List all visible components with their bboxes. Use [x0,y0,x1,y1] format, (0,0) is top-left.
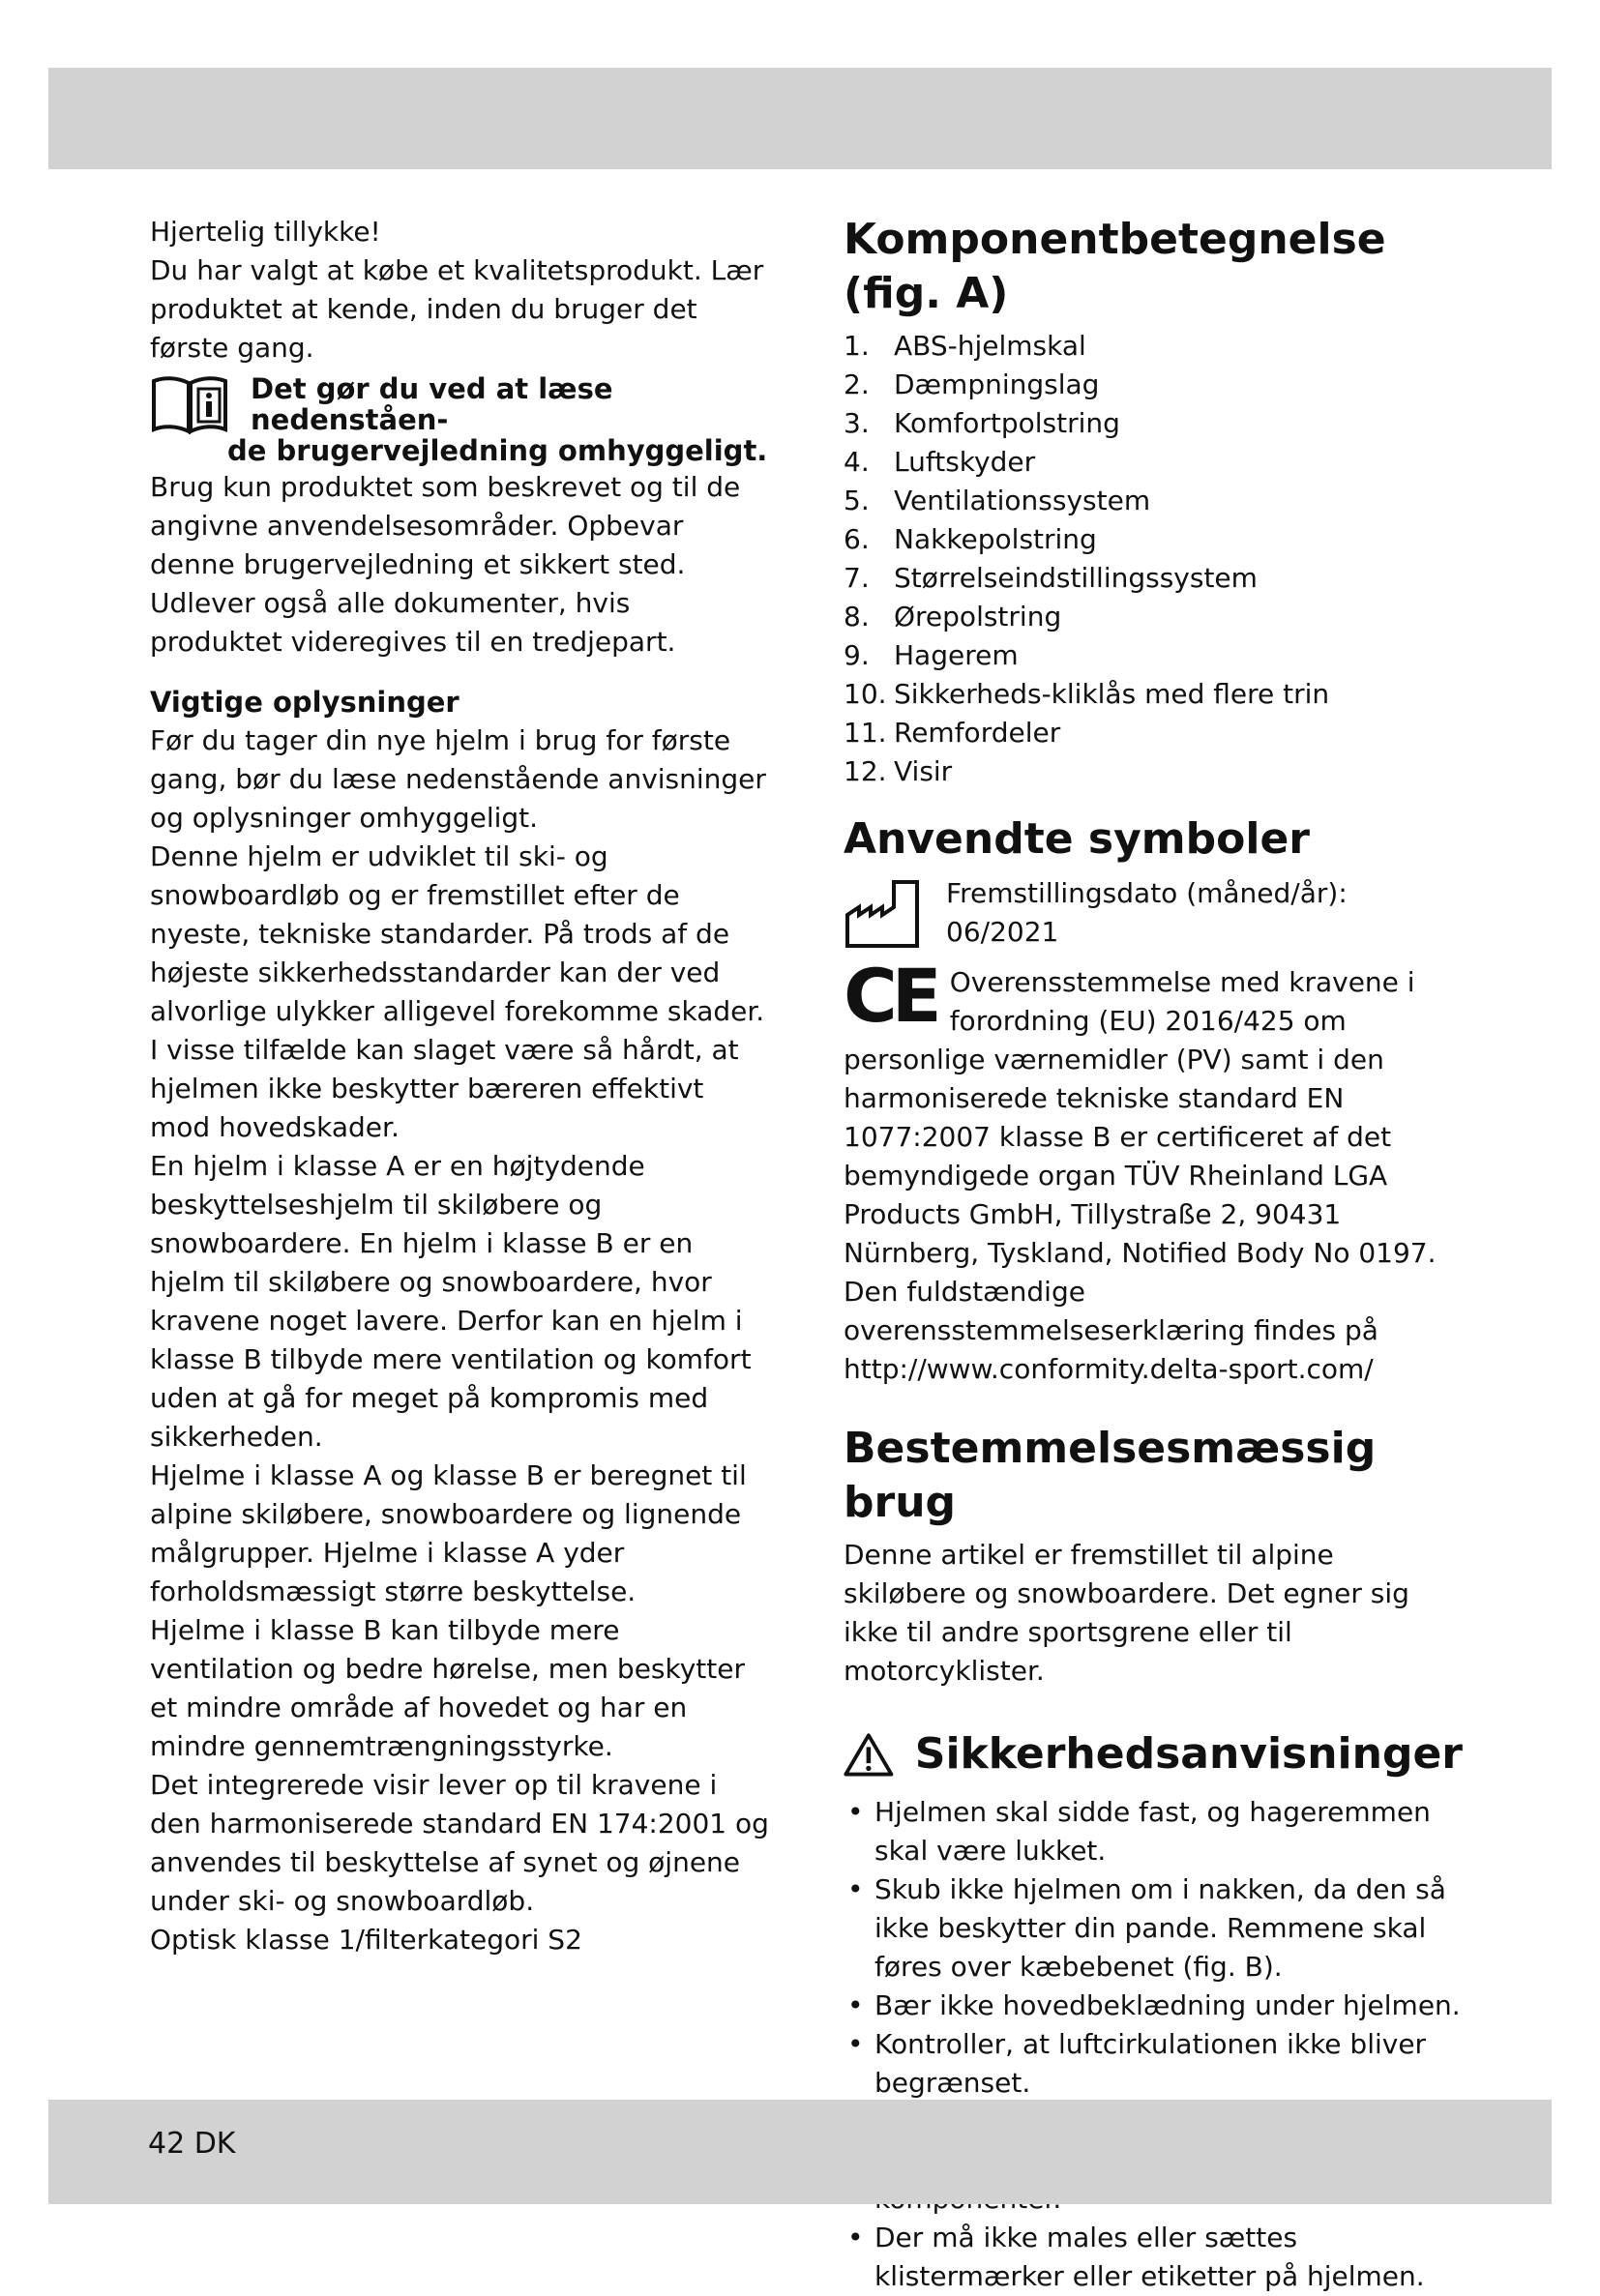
item-number: 3. [844,407,870,439]
list-item [844,1987,1463,2025]
read-manual-notice [150,373,769,466]
item-label: Nakkepolstring [894,523,1097,555]
item-number: 2. [844,368,870,400]
list-item [844,714,1463,752]
important-title: Vigtige oplysninger [150,686,459,719]
greeting: Hjertelig tillykke! [150,216,381,248]
left-column [150,213,769,1959]
list-item [844,520,1463,559]
list-item [844,1870,1463,1987]
item-label: Remfordeler [894,717,1061,749]
manufacture-date-icon [844,878,921,948]
notice-line-2: de brugervejledning omhyggeligt. [227,434,768,467]
list-item [844,404,1463,443]
item-number: 8. [844,601,870,633]
notice-line-1: Det gør du ved at læse nedenståen- [251,372,613,436]
footer-band [48,2100,1552,2204]
list-item [844,752,1463,791]
safety-heading [844,1725,1463,1783]
manufacture-date: 06/2021 [946,916,1059,948]
manufacture-date-symbol [844,874,1463,952]
important-paragraph: Denne hjelm er udviklet til ski- og snowboardløb og er fremstillet efter de nyeste, tekniske standarder. På trods af de højeste sikkerhedsstandarder kan der ved alvorlige ulykker alligevel forekomme skader. I visse tilfælde kan slaget være så hårdt, at hjelmen ikke beskytter bæreren effektivt mod hovedskader. [150,840,765,1143]
bullet-icon: • [847,1796,864,1828]
bullet-icon: • [847,1873,864,1905]
safety-item-text: Der må ikke males eller sættes klistermærker eller etiketter på hjelmen. [874,2222,1425,2292]
important-paragraph: Optisk klasse 1/filterkategori S2 [150,1924,582,1956]
item-number: 11. [844,717,887,749]
safety-item-text: Kontroller, at luftcirkulationen ikke bliver begrænset. [874,2028,1427,2099]
item-number: 1. [844,330,870,362]
important-paragraph: En hjelm i klasse A er en højtydende beskyttelseshjelm til skiløbere og snowboardere. En hjelm i klasse B er en hjelm til skiløbere og snowboardere, hvor kravene noget lavere. Derfor kan en hjelm i klasse B tilbyde mere ventilation og komfort uden at gå for meget på kompromis med sikkerheden. [150,1150,752,1453]
safety-title: Sikkerhedsanvisninger [914,1729,1463,1779]
item-label: Sikkerheds-kliklås med flere trin [894,678,1330,710]
list-item [844,327,1463,366]
item-label: Visir [894,755,953,787]
item-label: ABS-hjelmskal [894,330,1086,362]
item-label: Størrelseindstillingssystem [894,562,1258,594]
safety-item-text: Bær ikke hovedbeklædning under hjelmen. [874,1989,1461,2021]
important-paragraph: Hjelme i klasse A og klasse B er beregnet til alpine skiløbere, snowboardere og lignende målgrupper. Hjelme i klasse A yder forholdsmæssigt større beskyttelse. [150,1459,747,1607]
item-number: 10. [844,678,887,710]
intended-use-text: Denne artikel er fremstillet til alpine skiløbere og snowboardere. Det egner sig ikke til andre sportsgrene eller til motorcyklister. [844,1539,1409,1687]
item-label: Dæmpningslag [894,368,1100,400]
item-label: Ørepolstring [894,601,1062,633]
list-item [844,482,1463,520]
item-label: Komfortpolstring [894,407,1120,439]
item-label: Ventilationssystem [894,485,1151,516]
important-paragraph: Det integrerede visir lever op til kravene i den harmoniserede standard EN 174:2001 og anvendes til beskyttelse af synet og øjnene under ski- og snowboardløb. [150,1769,769,1917]
list-item [844,675,1463,714]
list-item [844,598,1463,636]
item-number: 4. [844,446,870,478]
item-number: 5. [844,485,870,516]
ce-text: Overensstemmelse med kravene i forordning (EU) 2016/425 om personlige værnemidler (PV) samt i den harmoniserede tekniske standard EN 1077:2007 klasse B er certificeret af det bemyndigede organ TÜV Rheinland LGA Products GmbH, Tillystraße 2, 90431 Nürnberg, Tyskland, Notified Body No 0197. Den fuldstændige overensstemmelseserklæring findes på http://www.conformity.delta-sport.com/ [844,966,1437,1385]
list-item [844,366,1463,404]
ce-mark-icon: CE [844,953,936,1039]
manufacture-label: Fremstillingsdato (måned/år): [946,877,1348,909]
safety-list [844,1793,1463,2296]
list-item [844,1793,1463,1870]
read-manual-icon [150,375,229,435]
item-label: Luftskyder [894,446,1036,478]
bullet-icon: • [847,2028,864,2060]
safety-item-text: Skub ikke hjelmen om i nakken, da den så ikke beskytter din pande. Remmene skal føres over kæbebenet (fig. B). [874,1873,1446,1983]
header-band [48,68,1552,169]
item-number: 12. [844,755,887,787]
list-item [844,2025,1463,2103]
important-paragraph: Hjelme i klasse B kan tilbyde mere ventilation og bedre hørelse, men beskytter et mindre område af hovedet og har en mindre gennemtrængningsstyrke. [150,1614,745,1762]
bullet-icon: • [847,1989,864,2021]
right-column [844,213,1463,2296]
components-list [844,327,1463,791]
intended-use-title: Bestemmelsesmæssig brug [844,1424,1377,1527]
item-number: 7. [844,562,870,594]
list-item [844,636,1463,675]
item-number: 9. [844,639,870,671]
item-number: 6. [844,523,870,555]
warning-icon [844,1725,894,1783]
page-number: 42 DK [148,2127,236,2161]
safety-item-text: Hjelmen skal sidde fast, og hageremmen skal være lukket. [874,1796,1431,1867]
usage-text: Brug kun produktet som beskrevet og til de angivne anvendelsesområder. Opbevar denne brugervejledning et sikkert sted. Udlever også alle dokumenter, hvis produktet videregives til en tredjepart. [150,471,741,658]
bullet-icon: • [847,2222,864,2253]
list-item [844,2219,1463,2296]
intro-text: Du har valgt at købe et kvalitetsprodukt. Lær produktet at kende, inden du bruger det første gang. [150,254,764,364]
symbols-title: Anvendte symboler [844,814,1310,864]
list-item [844,559,1463,598]
components-title: Komponentbetegnelse (fig. A) [844,215,1386,318]
important-paragraph: Før du tager din nye hjelm i brug for første gang, bør du læse nedenstående anvisninger og oplysninger omhyggeligt. [150,724,766,834]
item-label: Hagerem [894,639,1019,671]
ce-symbol-block [844,953,1463,1389]
list-item [844,443,1463,482]
